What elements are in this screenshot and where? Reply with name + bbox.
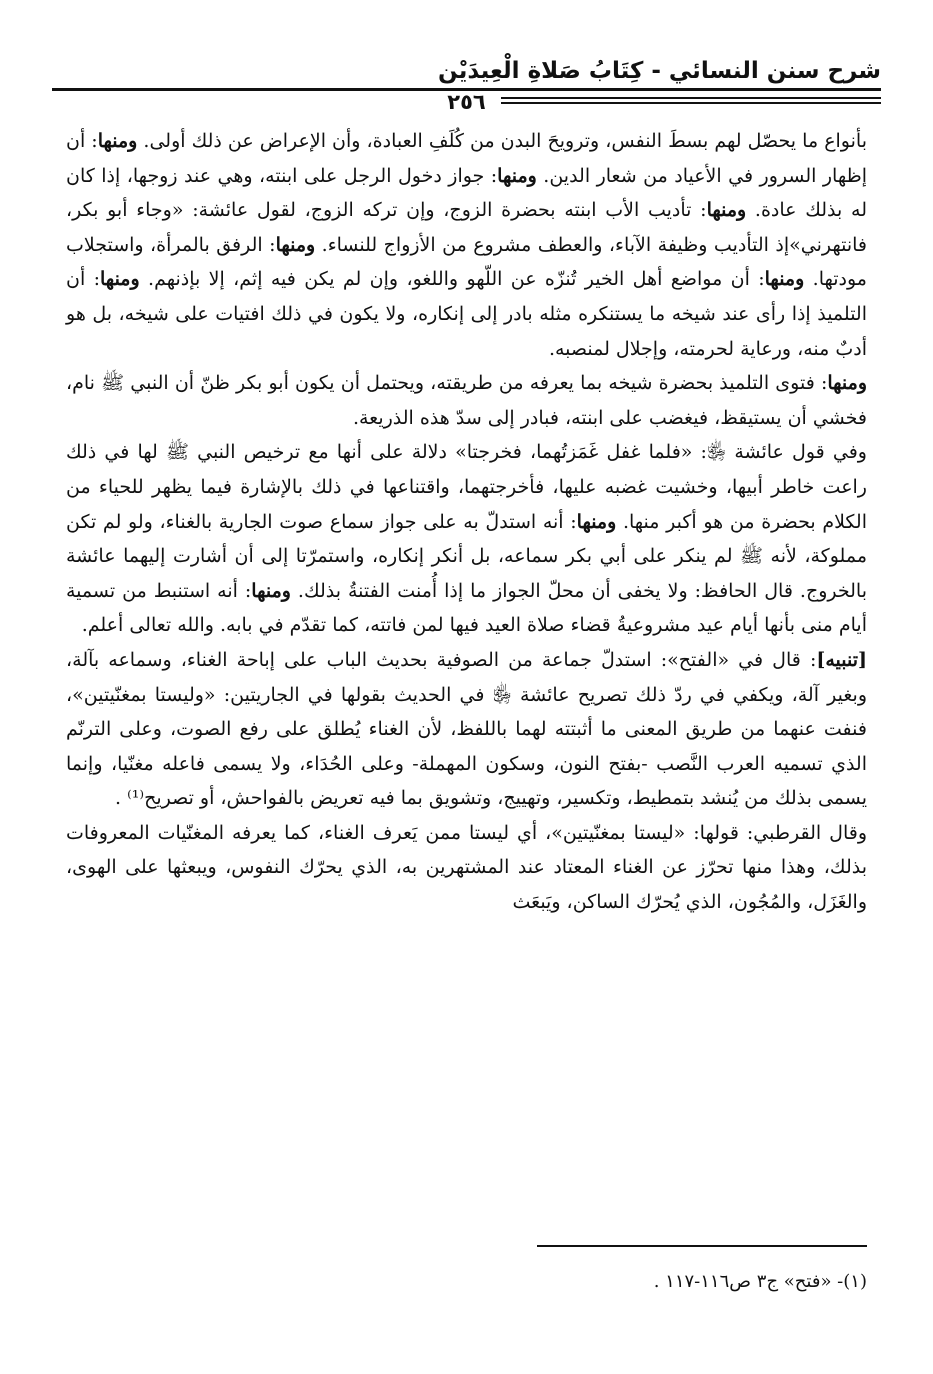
text-run: : الرفق بالمرأة، واستجلاب مودتها. <box>66 233 867 291</box>
page-number: ٢٥٦ <box>447 90 486 114</box>
paragraph <box>66 643 867 816</box>
paragraph <box>66 435 867 643</box>
footnote-rule <box>537 1245 867 1247</box>
keyword: [تنبيه] <box>816 648 867 671</box>
text-run: : أنه استدلّ به على جواز سماع صوت الجارية بالغناء، ولو لم تكن مملوكة، لأنه ﷺ لم ينكر على أبي بكر سماعه، بل أنكر إنكاره، واستمرّتا إلى أن أشارت إليهما عائشة بالخروج. قال الحافظ: ولا يخفى أن محلّ الجواز ما إذا أُمنت الفتنةُ بذلك. <box>66 510 868 602</box>
text-run: : تأديب الأب ابنته بحضرة الزوج، وإن تركه الزوج، لقول عائشة: «وجاء أبو بكر، فانتهرني»إذ التأديب وظيفة الآباء، والعطف مشروع من الأزواج للنساء. <box>66 199 867 256</box>
text-run: وفي قول عائشة ﵂: «فلما غفل غَمَزتُهما، فخرجتا» دلالة على أنها مع ترخيص النبي ﷺ لها في ذلك راعت خاطر أبيها، وخشيت غضبه عليها، فأخرجتهما، واقتناعها في ذلك بالإشارة فيما يظهر للحياء من الكلام بحضرة من هو أكبر منها. <box>66 441 867 533</box>
keyword: ومنها <box>576 510 617 533</box>
keyword: ومنها <box>275 233 316 256</box>
keyword: ومنها <box>100 268 140 291</box>
keyword: ومنها <box>251 579 291 602</box>
keyword: ومنها <box>706 199 747 222</box>
text-run: : أنه استنبط من تسمية أيام منى بأنها أيام عيد مشروعيةُ قضاء صلاة العيد فيها لمن فاتته، كما تقدّم في بابه. والله تعالى أعلم. <box>66 579 867 637</box>
text-run: : أن إظهار السرور في الأعياد من شعار الدين. <box>66 130 867 187</box>
paragraph <box>66 366 867 435</box>
text-run: بأنواع ما يحصّل لهم بسطَ النفس، وترويحَ البدن من كُلَفِ العبادة، وأن الإعراض عن ذلك أولى. <box>137 130 867 152</box>
keyword: ومنها <box>827 372 867 395</box>
paragraph <box>66 124 867 366</box>
main-text <box>66 124 867 920</box>
text-run: : قال في «الفتح»: استدلّ جماعة من الصوفية بحديث الباب على إباحة الغناء، وسماعه بآلة، وبغير آلة، ويكفي في ردّ ذلك تصريح عائشة ﵂ في الحديث بقولها في الجاريتين: «وليستا بمغنّيتين»، فنفت عنهما من طريق المعنى ما أثبتته لهما باللفظ، لأن الغناء يُطلق على رفع الصوت، وعلى الترنّم الذي تسميه العرب النَّصب -بفتح النون، وسكون المهملة- وعلى الحُدَاء، ولا يسمى فاعله مغنّيا، وإنما يسمى بذلك من يُنشد بتمطيط، وتكسير، وتهييج، وتشويق بما فيه تعريض بالفواحش، أو تصريح⁽¹⁾ . <box>66 648 867 810</box>
running-title: شرح سنن النسائي - كِتَابُ صَلاةِ الْعِيدَيْن <box>438 58 881 84</box>
keyword: ومنها <box>764 268 805 291</box>
footnote: (١)- «فتح» ج٣ ص١١٦-١١٧ . <box>653 1271 867 1292</box>
text-run: : أن مواضع أهل الخير تُنزّه عن اللّهو واللغو، وإن لم يكن فيه إثم، إلا بإذنهم. <box>139 268 765 291</box>
paragraph <box>66 816 867 920</box>
text-run: وقال القرطبي: قولها: «ليستا بمغنّيتين»، أي ليستا ممن يَعرف الغناء، كما يعرفه المغنّيات المعروفات بذلك، وهذا منها تحرّز عن الغناء المعتاد عند المشتهرين به، الذي يحرّك النفوس، ويبعثها على الهوى، والغَزَل، والمُجُون، الذي يُحرّك الساكن، ويَبعَث <box>66 821 867 914</box>
keyword: ومنها <box>497 164 537 187</box>
text-run: : أن التلميذ إذا رأى عند شيخه ما يستنكره مثله بادر إلى إنكاره، ولا يكون في ذلك افتيات على شيخه، بل هو أدبٌ منه، ورعاية لحرمته، وإجلال لمنصبه. <box>66 268 867 360</box>
keyword: ومنها <box>97 130 138 152</box>
page-header <box>52 56 881 116</box>
text-run: : جواز دخول الرجل على ابنته، وهي عند زوجها، إذا كان له بذلك عادة. <box>66 164 867 222</box>
text-run: : فتوى التلميذ بحضرة شيخه بما يعرفه من طريقته، ويحتمل أن يكون أبو بكر ظنّ أن النبي ﷺ نام، فخشي أن يستيقظ، فيغضب على ابنته، فبادر إلى سدّ هذه الذريعة. <box>66 372 867 429</box>
